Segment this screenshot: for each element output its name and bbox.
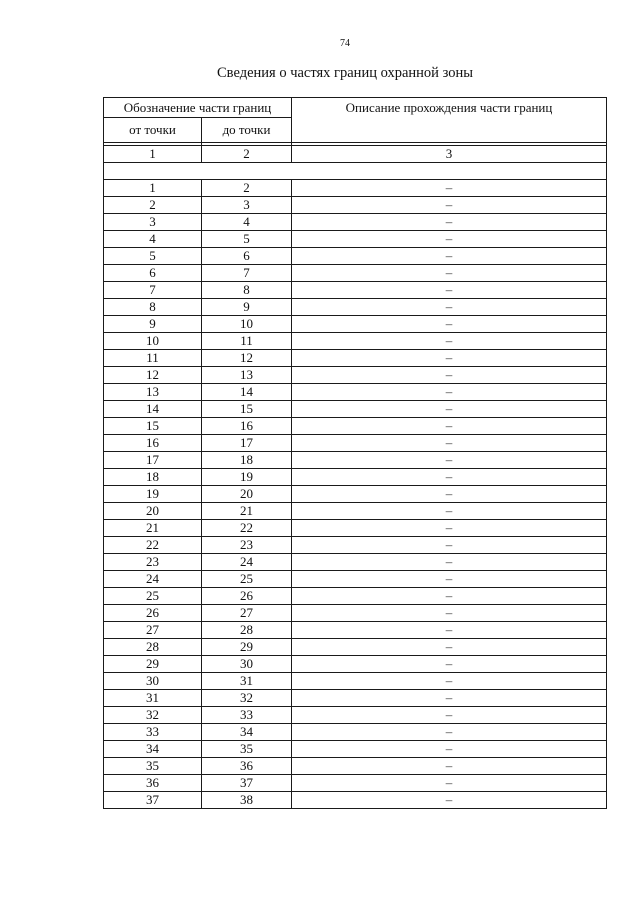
cell-to-point: 19 xyxy=(202,469,292,486)
cell-description: – xyxy=(292,469,607,486)
cell-to-point: 15 xyxy=(202,401,292,418)
cell-from-point: 25 xyxy=(104,588,202,605)
cell-from-point: 34 xyxy=(104,741,202,758)
table-row xyxy=(104,180,607,197)
cell-from-point: 15 xyxy=(104,418,202,435)
table-row xyxy=(104,333,607,350)
header-from-point: от точки xyxy=(104,118,202,143)
cell-to-point: 12 xyxy=(202,350,292,367)
cell-description: – xyxy=(292,656,607,673)
table-row xyxy=(104,571,607,588)
column-number-1: 1 xyxy=(104,146,202,163)
cell-to-point: 31 xyxy=(202,673,292,690)
cell-description: – xyxy=(292,605,607,622)
table-row xyxy=(104,656,607,673)
cell-from-point: 3 xyxy=(104,214,202,231)
table-row xyxy=(104,639,607,656)
table-row xyxy=(104,758,607,775)
cell-to-point: 28 xyxy=(202,622,292,639)
cell-from-point: 13 xyxy=(104,384,202,401)
cell-to-point: 36 xyxy=(202,758,292,775)
cell-description: – xyxy=(292,299,607,316)
table-row xyxy=(104,503,607,520)
cell-description: – xyxy=(292,622,607,639)
table-row xyxy=(104,350,607,367)
cell-description: – xyxy=(292,758,607,775)
table-header-row xyxy=(104,98,607,118)
table-row xyxy=(104,401,607,418)
cell-to-point: 11 xyxy=(202,333,292,350)
table-row xyxy=(104,418,607,435)
cell-description: – xyxy=(292,333,607,350)
cell-description: – xyxy=(292,639,607,656)
cell-to-point: 37 xyxy=(202,775,292,792)
cell-to-point: 18 xyxy=(202,452,292,469)
cell-from-point: 7 xyxy=(104,282,202,299)
table-row xyxy=(104,214,607,231)
cell-to-point: 8 xyxy=(202,282,292,299)
cell-to-point: 27 xyxy=(202,605,292,622)
cell-to-point: 30 xyxy=(202,656,292,673)
cell-description: – xyxy=(292,707,607,724)
cell-from-point: 32 xyxy=(104,707,202,724)
cell-description: – xyxy=(292,486,607,503)
cell-description: – xyxy=(292,588,607,605)
column-number-row xyxy=(104,146,607,163)
cell-description: – xyxy=(292,554,607,571)
cell-from-point: 10 xyxy=(104,333,202,350)
cell-description: – xyxy=(292,520,607,537)
cell-to-point: 34 xyxy=(202,724,292,741)
table-row xyxy=(104,690,607,707)
table-row xyxy=(104,741,607,758)
cell-to-point: 5 xyxy=(202,231,292,248)
cell-description: – xyxy=(292,741,607,758)
cell-description: – xyxy=(292,775,607,792)
cell-description: – xyxy=(292,350,607,367)
cell-description: – xyxy=(292,792,607,809)
cell-from-point: 28 xyxy=(104,639,202,656)
cell-description: – xyxy=(292,384,607,401)
cell-to-point: 21 xyxy=(202,503,292,520)
cell-from-point: 18 xyxy=(104,469,202,486)
table-row xyxy=(104,299,607,316)
cell-to-point: 17 xyxy=(202,435,292,452)
cell-to-point: 32 xyxy=(202,690,292,707)
cell-to-point: 16 xyxy=(202,418,292,435)
cell-to-point: 25 xyxy=(202,571,292,588)
cell-description: – xyxy=(292,197,607,214)
cell-from-point: 19 xyxy=(104,486,202,503)
cell-to-point: 23 xyxy=(202,537,292,554)
cell-from-point: 1 xyxy=(104,180,202,197)
cell-to-point: 38 xyxy=(202,792,292,809)
cell-from-point: 17 xyxy=(104,452,202,469)
table-row xyxy=(104,452,607,469)
cell-description: – xyxy=(292,537,607,554)
cell-to-point: 13 xyxy=(202,367,292,384)
cell-from-point: 5 xyxy=(104,248,202,265)
cell-to-point: 7 xyxy=(202,265,292,282)
cell-from-point: 2 xyxy=(104,197,202,214)
table-row xyxy=(104,384,607,401)
cell-from-point: 36 xyxy=(104,775,202,792)
cell-from-point: 37 xyxy=(104,792,202,809)
table-row xyxy=(104,316,607,333)
cell-to-point: 20 xyxy=(202,486,292,503)
cell-description: – xyxy=(292,265,607,282)
cell-description: – xyxy=(292,316,607,333)
cell-description: – xyxy=(292,214,607,231)
table-row xyxy=(104,486,607,503)
cell-from-point: 31 xyxy=(104,690,202,707)
table-row xyxy=(104,265,607,282)
cell-from-point: 14 xyxy=(104,401,202,418)
cell-to-point: 26 xyxy=(202,588,292,605)
cell-description: – xyxy=(292,452,607,469)
cell-to-point: 9 xyxy=(202,299,292,316)
cell-description: – xyxy=(292,367,607,384)
table-row xyxy=(104,282,607,299)
cell-from-point: 27 xyxy=(104,622,202,639)
cell-to-point: 6 xyxy=(202,248,292,265)
cell-from-point: 16 xyxy=(104,435,202,452)
cell-from-point: 24 xyxy=(104,571,202,588)
table-row xyxy=(104,469,607,486)
cell-to-point: 22 xyxy=(202,520,292,537)
cell-description: – xyxy=(292,418,607,435)
cell-from-point: 21 xyxy=(104,520,202,537)
cell-to-point: 33 xyxy=(202,707,292,724)
cell-description: – xyxy=(292,282,607,299)
table-row xyxy=(104,588,607,605)
cell-from-point: 9 xyxy=(104,316,202,333)
cell-from-point: 29 xyxy=(104,656,202,673)
cell-from-point: 33 xyxy=(104,724,202,741)
table-row xyxy=(104,248,607,265)
cell-description: – xyxy=(292,690,607,707)
cell-to-point: 35 xyxy=(202,741,292,758)
cell-to-point: 3 xyxy=(202,197,292,214)
table-row xyxy=(104,520,607,537)
header-boundary-designation: Обозначение части границ xyxy=(104,98,292,118)
table-row xyxy=(104,367,607,384)
cell-description: – xyxy=(292,180,607,197)
boundary-parts-table xyxy=(103,97,607,809)
cell-to-point: 10 xyxy=(202,316,292,333)
cell-to-point: 4 xyxy=(202,214,292,231)
header-description: Описание прохождения части границ xyxy=(292,98,607,143)
table-row xyxy=(104,673,607,690)
column-number-3: 3 xyxy=(292,146,607,163)
cell-from-point: 12 xyxy=(104,367,202,384)
blank-section-row xyxy=(104,163,607,180)
table-row xyxy=(104,231,607,248)
cell-to-point: 24 xyxy=(202,554,292,571)
cell-from-point: 11 xyxy=(104,350,202,367)
table-row xyxy=(104,775,607,792)
cell-description: – xyxy=(292,248,607,265)
cell-to-point: 29 xyxy=(202,639,292,656)
column-number-2: 2 xyxy=(202,146,292,163)
table-row xyxy=(104,605,607,622)
cell-from-point: 4 xyxy=(104,231,202,248)
cell-from-point: 23 xyxy=(104,554,202,571)
cell-description: – xyxy=(292,503,607,520)
cell-to-point: 14 xyxy=(202,384,292,401)
cell-description: – xyxy=(292,724,607,741)
table-row xyxy=(104,435,607,452)
cell-from-point: 20 xyxy=(104,503,202,520)
cell-description: – xyxy=(292,231,607,248)
page-title: Сведения о частях границ охранной зоны xyxy=(217,65,473,81)
cell-from-point: 6 xyxy=(104,265,202,282)
cell-description: – xyxy=(292,435,607,452)
header-to-point: до точки xyxy=(202,118,292,143)
cell-from-point: 8 xyxy=(104,299,202,316)
table-row xyxy=(104,792,607,809)
table-row xyxy=(104,724,607,741)
page-number: 74 xyxy=(340,38,350,49)
cell-description: – xyxy=(292,571,607,588)
cell-from-point: 35 xyxy=(104,758,202,775)
cell-from-point: 22 xyxy=(104,537,202,554)
cell-description: – xyxy=(292,401,607,418)
table-row xyxy=(104,197,607,214)
cell-from-point: 30 xyxy=(104,673,202,690)
cell-from-point: 26 xyxy=(104,605,202,622)
cell-description: – xyxy=(292,673,607,690)
table-row xyxy=(104,707,607,724)
cell-to-point: 2 xyxy=(202,180,292,197)
table-row xyxy=(104,537,607,554)
table-row xyxy=(104,622,607,639)
table-row xyxy=(104,554,607,571)
